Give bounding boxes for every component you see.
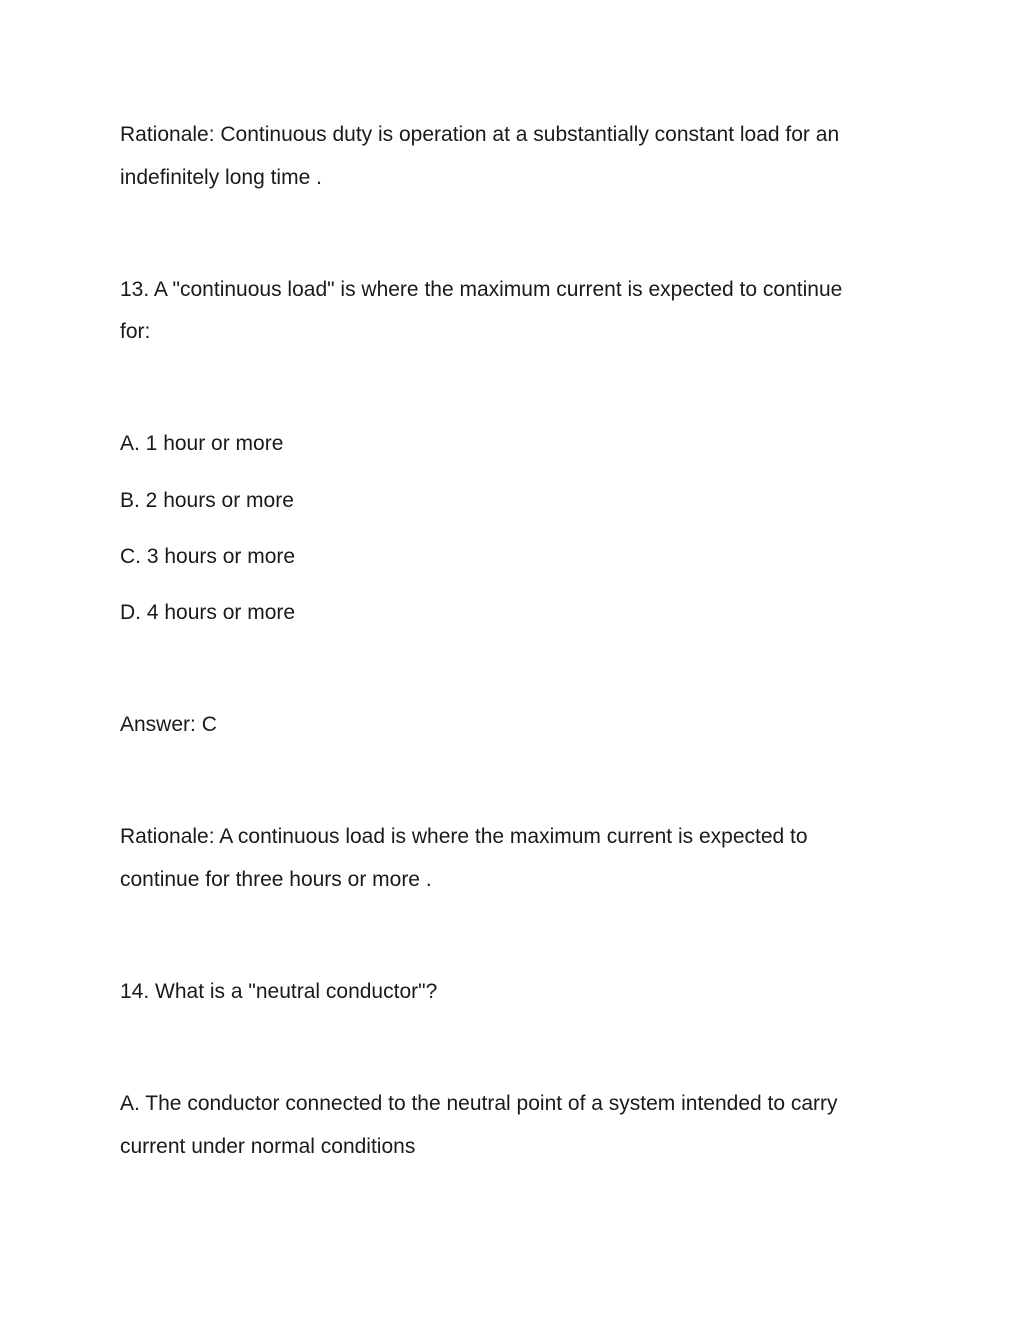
rationale-text-line: indefinitely long time . [120,166,322,189]
answer-option-a: A. 1 hour or more [120,432,284,455]
question-text-line: 13. A "continuous load" is where the maximum current is expected to continue [120,278,843,301]
rationale-text-line: Rationale: Continuous duty is operation at a substantially constant load for an [120,123,840,146]
rationale-text-line: Rationale: A continuous load is where the maximum current is expected to [120,825,808,848]
answer-text: Answer: C [120,713,217,736]
answer-option-a-continued: current under normal conditions [120,1135,416,1158]
answer-option-a: A. The conductor connected to the neutral point of a system intended to carry [120,1092,838,1115]
question-text-line: for: [120,320,151,343]
question-text-line: 14. What is a "neutral conductor"? [120,980,438,1003]
answer-option-b: B. 2 hours or more [120,489,294,512]
answer-option-c: C. 3 hours or more [120,545,296,568]
rationale-text-line: continue for three hours or more . [120,868,432,891]
answer-option-d: D. 4 hours or more [120,601,296,624]
